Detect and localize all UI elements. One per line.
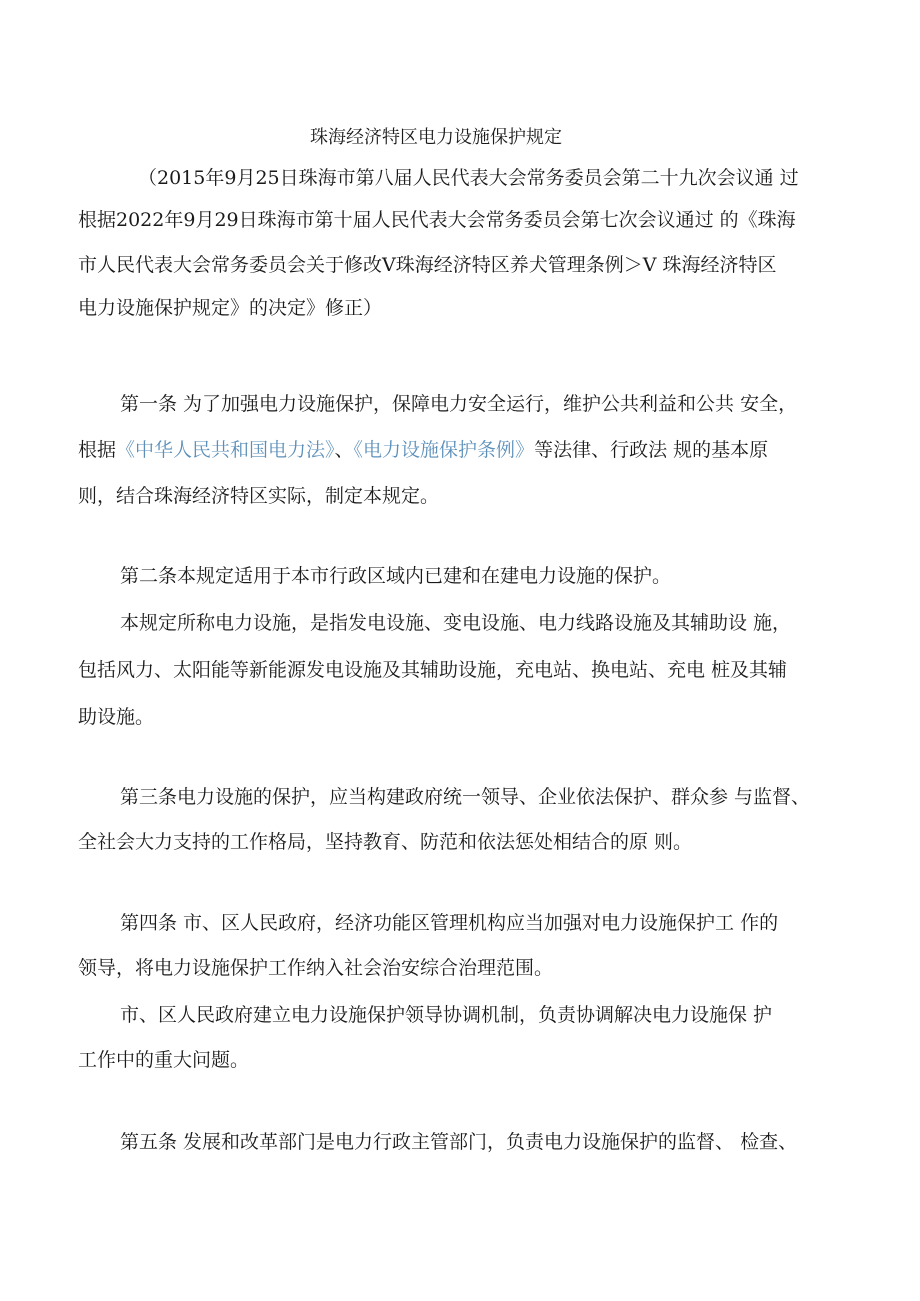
article-1-prefix: 根据 (78, 439, 117, 461)
law-link-facility-protection-regulation[interactable]: 《电力设施保护条例》 (353, 439, 535, 461)
article-4-line-3: 市、区人民政府建立电力设施保护领导协调机制，负责协调解决电力设施保 护 (120, 1004, 773, 1026)
article-1-separator: 、 (334, 439, 354, 461)
article-4-line-2: 领导，将电力设施保护工作纳入社会治安综合治理范围。 (78, 957, 554, 979)
preamble-line-4: 电力设施保护规定》的决定》修正） (78, 297, 383, 319)
preamble-line-1: （2015年9月25日珠海市第八届人民代表大会常务委员会第二十九次会议通 过 (138, 167, 799, 189)
article-4-line-1: 第四条 市、区人民政府，经济功能区管理机构应当加强对电力设施保护工 作的 (120, 912, 779, 934)
article-5-line-1: 第五条 发展和改革部门是电力行政主管部门，负责电力设施保护的监督、 检查、 (120, 1131, 798, 1153)
preamble-line-2: 根据2022年9月29日珠海市第十届人民代表大会常务委员会第七次会议通过 的《珠海 (78, 209, 796, 231)
preamble-line-3: 市人民代表大会常务委员会关于修改V珠海经济特区养犬管理条例＞V 珠海经济特区 (78, 254, 777, 276)
law-link-electric-power-law[interactable]: 《中华人民共和国电力法》 (116, 439, 335, 461)
article-1-line-1: 第一条 为了加强电力设施保护，保障电力安全运行，维护公共利益和公共 安全， (120, 393, 798, 415)
article-2-line-2: 本规定所称电力设施，是指发电设施、变电设施、电力线路设施及其辅助设 施， (120, 612, 792, 634)
article-4-line-4: 工作中的重大问题。 (78, 1049, 250, 1071)
article-1-line-2 (78, 438, 768, 462)
article-3-line-2: 全社会大力支持的工作格局，坚持教育、防范和依法惩处相结合的原 则。 (78, 831, 693, 853)
article-2-line-1: 第二条本规定适用于本市行政区域内已建和在建电力设施的保护。 (120, 565, 672, 587)
article-1-suffix: 等法律、行政法 规的基本原 (534, 439, 769, 461)
article-2-line-3: 包括风力、太阳能等新能源发电设施及其辅助设施，充电站、换电站、充电 桩及其辅 (78, 659, 788, 681)
article-1-line-3: 则，结合珠海经济特区实际，制定本规定。 (78, 485, 440, 507)
document-title: 珠海经济特区电力设施保护规定 (310, 127, 562, 148)
article-2-line-4: 助设施。 (78, 706, 155, 728)
article-3-line-1: 第三条电力设施的保护，应当构建政府统一领导、企业依法保护、群众参 与监督、 (120, 786, 811, 808)
